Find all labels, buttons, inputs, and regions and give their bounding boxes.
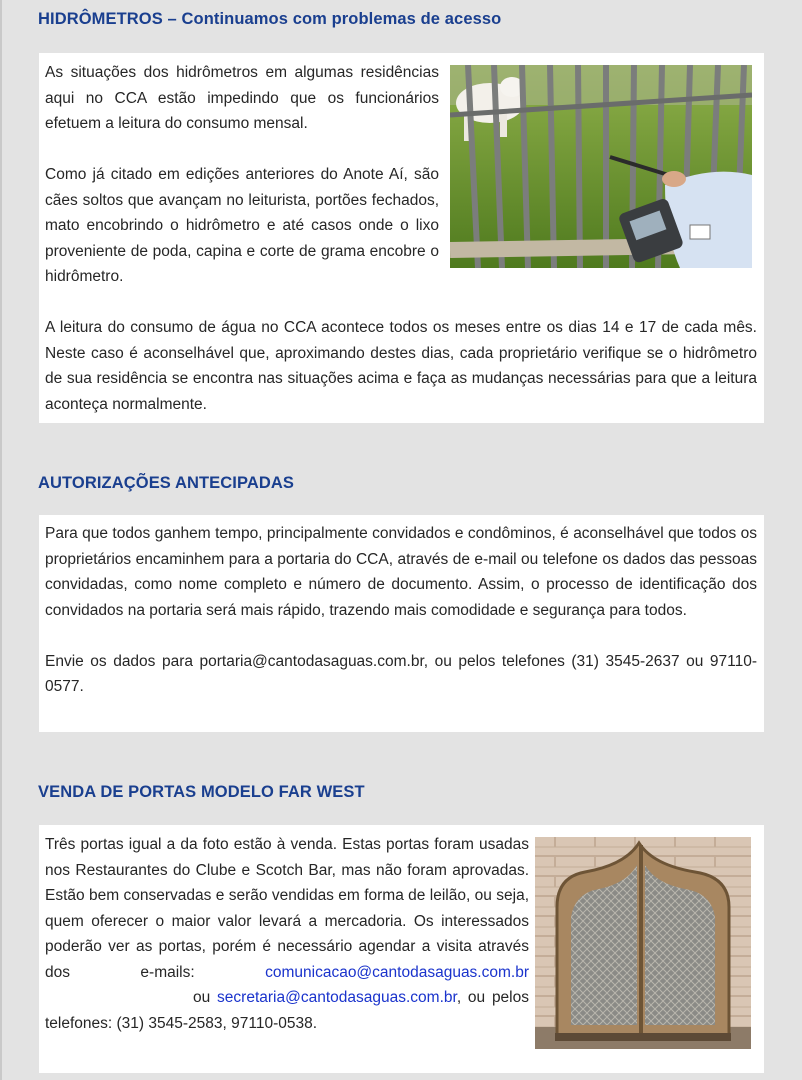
water-meter-reading-photo — [450, 65, 752, 268]
connector-text: ou — [193, 989, 211, 1006]
paragraph — [45, 832, 529, 1036]
body-text: Três portas igual a da foto estão à venda. Estas portas foram usadas nos Restaurantes do Clube e Scotch Bar, mas não foram aprovadas. Estão bem conservadas e serão vendidas em forma de leilão, ou seja, quem oferecer o maior valor levará a mercadoria. Os interessados poderão ver as portas, porém é necessário agendar a visita através dos e-mails: — [45, 836, 529, 981]
email-link-secretaria[interactable]: secretaria@cantodasaguas.com.br — [217, 989, 457, 1006]
section-title-venda-portas: VENDA DE PORTAS MODELO FAR WEST — [38, 783, 365, 801]
hidrometros-full-text — [45, 315, 757, 417]
paragraph: As situações dos hidrômetros em algumas residências aqui no CCA estão impedindo que os funcionários efetuem a leitura do consumo mensal. — [45, 64, 439, 132]
venda-portas-text — [45, 832, 529, 1036]
hidrometros-side-text — [45, 60, 439, 290]
page-left-border — [0, 0, 2, 1080]
paragraph: Envie os dados para portaria@cantodasaguas.com.br, ou pelos telefones (31) 3545-2637 ou 97110-0577. — [45, 652, 757, 695]
paragraph: Como já citado em edições anteriores do Anote Aí, são cães soltos que avançam no leiturista, portões fechados, mato encobrindo o hidrômetro e até casos onde o lixo proveniente de poda, capina e corte de grama encobre o hidrômetro. — [45, 166, 439, 285]
paragraph: A leitura do consumo de água no CCA acontece todos os meses entre os dias 14 e 17 de cada mês. Neste caso é aconselhável que, aproximando destes dias, cada proprietário verifique se o hidrômetro de sua residência se encontra nas situações acima e faça as mudanças necessárias para que a leitura aconteça normalmente. — [45, 319, 757, 413]
autorizacoes-card — [39, 515, 764, 732]
paragraph: Para que todos ganhem tempo, principalmente convidados e condôminos, é aconselhável que todos os proprietários encaminhem para a portaria do CCA, através de e-mail ou telefone os dados das pessoas convidadas, como nome completo e número de documento. Assim, o processo de identificação dos convidados na portaria será mais rápido, trazendo mais comodidade e segurança para todos. — [45, 525, 757, 619]
far-west-door-photo — [535, 837, 751, 1049]
autorizacoes-text — [45, 521, 757, 700]
section-title-hidrometros: HIDRÔMETROS – Continuamos com problemas de acesso — [38, 10, 502, 28]
section-title-autorizacoes: AUTORIZAÇÕES ANTECIPADAS — [38, 474, 295, 492]
email-link-comunicacao[interactable]: comunicacao@cantodasaguas.com.br — [265, 963, 529, 981]
venda-portas-card — [39, 825, 764, 1073]
hidrometros-card — [39, 53, 764, 423]
closing-text: , ou pelos telefones: (31) 3545-2583, 97110-0538. — [45, 989, 529, 1032]
